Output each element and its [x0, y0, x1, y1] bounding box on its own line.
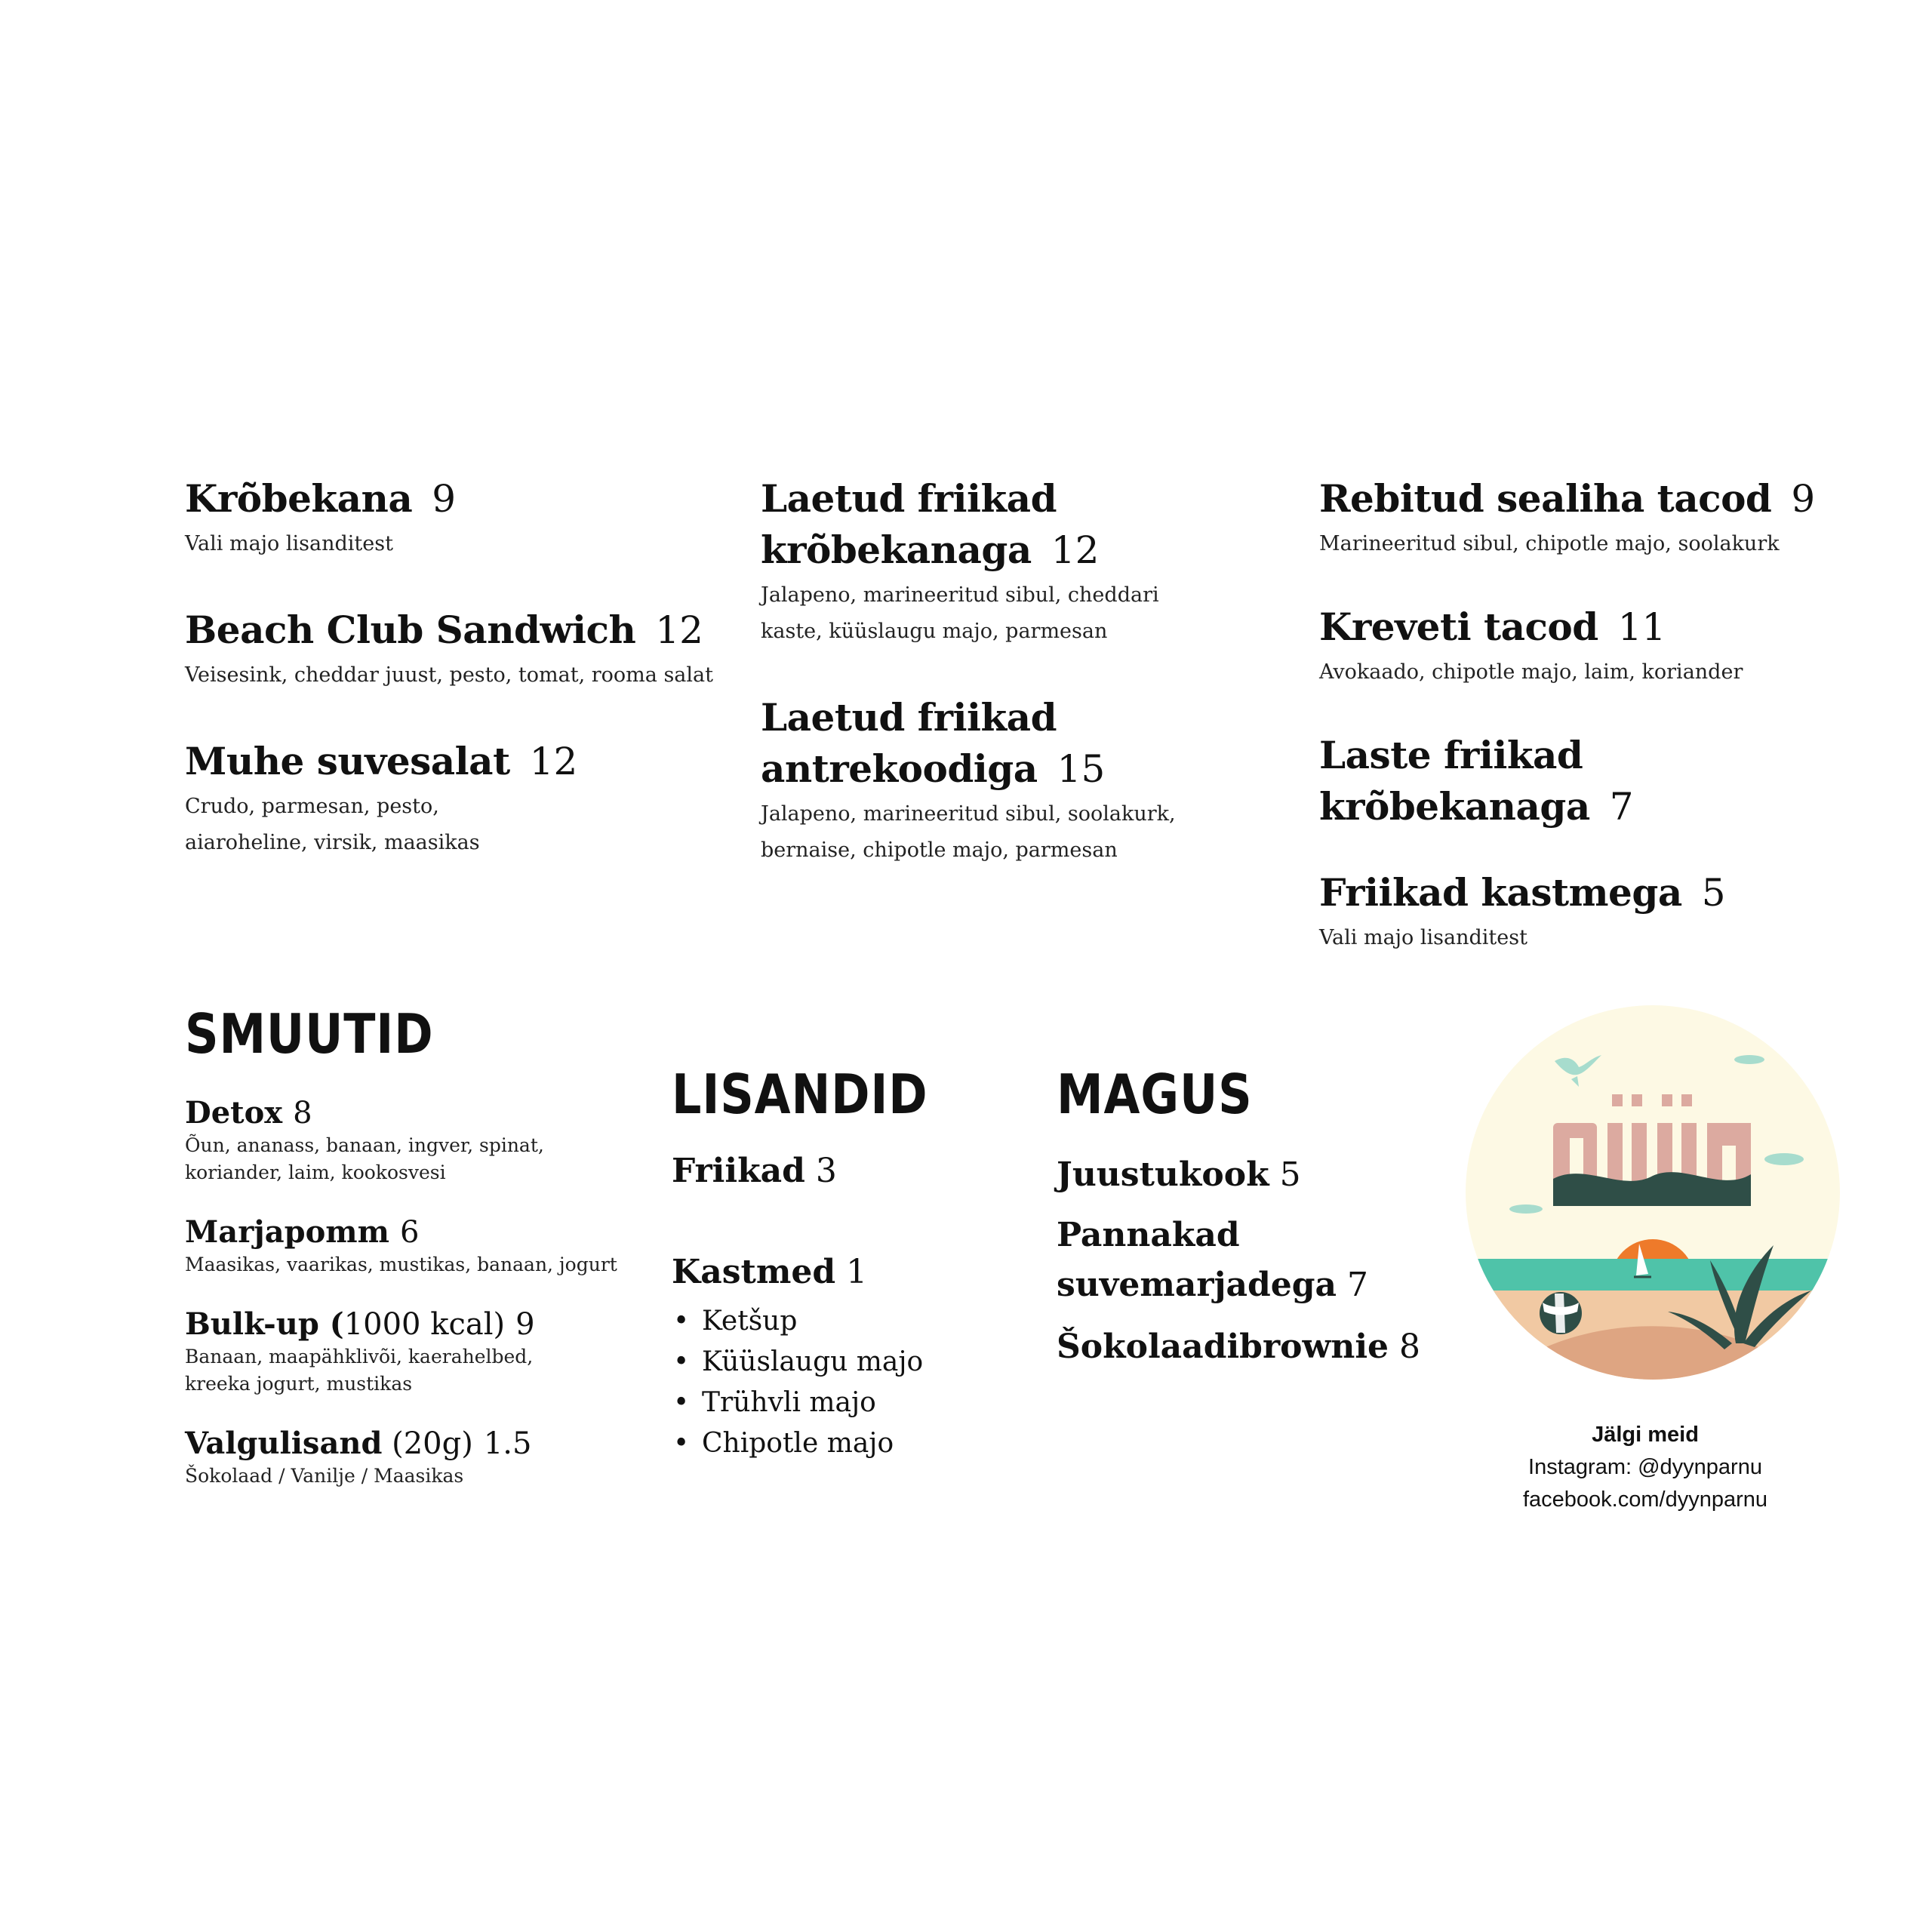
menu-item: [1319, 867, 1893, 956]
sauce-list-item: • Küüslaugu majo: [672, 1342, 1019, 1383]
menu-item: [185, 736, 713, 861]
item-desc: Šokolaad / Vanilje / Maasikas: [185, 1465, 464, 1487]
item-price: 7: [1609, 785, 1634, 829]
item-name: Juustukook: [1057, 1155, 1269, 1194]
item-desc: Marineeritud sibul, chipotle majo, soolakurk: [1319, 532, 1780, 555]
sauce-list: [672, 1301, 1019, 1464]
section-heading: SMUUTID: [185, 1002, 434, 1066]
item-name: Kastmed: [672, 1253, 836, 1291]
item-name: Beach Club Sandwich: [185, 608, 636, 652]
menu-item: [1319, 473, 1893, 562]
item-price: 7: [1347, 1266, 1369, 1304]
menu-column-3: [1319, 473, 1893, 956]
smuutid-section: [185, 1004, 653, 1490]
item-price: 9: [1791, 477, 1816, 521]
dyyn-logo: [1464, 1004, 1841, 1381]
sauce-list-item: • Chipotle majo: [672, 1423, 1019, 1464]
item-price: 9: [515, 1307, 535, 1342]
item-desc: Crudo, parmesan, pesto, aiaroheline, virsik, maasikas: [185, 795, 480, 854]
item-name: Šokolaadibrownie: [1057, 1327, 1389, 1366]
item-desc: Maasikas, vaarikas, mustikas, banaan, jogurt: [185, 1254, 617, 1275]
item-desc: Jalapeno, marineeritud sibul, soolakurk, bernaise, chipotle majo, parmesan: [761, 802, 1176, 862]
item-price: 8: [293, 1096, 312, 1131]
item-price: 11: [1617, 605, 1666, 649]
facebook-link[interactable]: facebook.com/dyynparnu: [1522, 1487, 1768, 1512]
item-price: 15: [1057, 747, 1106, 791]
item-name: Friikad: [672, 1152, 805, 1190]
item-price: 3: [815, 1152, 837, 1190]
sauce-list-item: • Ketšup: [672, 1301, 1019, 1342]
cloud-icon: [1734, 1055, 1764, 1064]
item-desc: Banaan, maapähklivõi, kaerahelbed, kreeka jogurt, mustikas: [185, 1346, 534, 1395]
item-desc: Vali majo lisanditest: [185, 532, 393, 555]
item-name: Muhe suvesalat: [185, 739, 510, 783]
menu-column-1: [185, 473, 713, 861]
item-name: Marjapomm: [185, 1214, 389, 1250]
item-name: Krõbekana: [185, 476, 413, 521]
menu-item: [1319, 601, 1893, 691]
dessert-item: [1057, 1322, 1449, 1372]
item-extra: (20g): [382, 1426, 473, 1461]
item-price: 6: [399, 1215, 420, 1250]
item-desc: Vali majo lisanditest: [1319, 926, 1527, 949]
item-price: 8: [1399, 1327, 1421, 1366]
lisandid-section: [672, 1064, 1019, 1464]
item-name: Rebitud sealiha tacod: [1319, 476, 1772, 521]
section-heading: MAGUS: [1057, 1063, 1253, 1126]
instagram-link[interactable]: Instagram: @dyynparnu: [1528, 1455, 1762, 1479]
follow-title: Jälgi meid: [1592, 1423, 1699, 1447]
sauce-list-item: • Trühvli majo: [672, 1383, 1019, 1423]
item-desc: Õun, ananass, banaan, ingver, spinat, koriander, laim, kookosvesi: [185, 1134, 544, 1183]
dessert-item: [1057, 1211, 1449, 1310]
side-item: [672, 1251, 1019, 1294]
item-price: 5: [1279, 1155, 1301, 1194]
item-desc: Veisesink, cheddar juust, pesto, tomat, rooma salat: [185, 663, 713, 687]
item-name: Valgulisand: [185, 1426, 383, 1461]
item-name: Laetud friikad antrekoodiga: [761, 695, 1057, 791]
side-item: [672, 1150, 1019, 1192]
item-price: 5: [1701, 871, 1726, 915]
smoothie-item: [185, 1214, 653, 1278]
item-price: 1: [846, 1253, 868, 1291]
item-price: 12: [529, 740, 578, 783]
smoothie-item: [185, 1094, 653, 1186]
smoothie-item: [185, 1425, 653, 1490]
item-name: Laetud friikad krõbekanaga: [761, 476, 1057, 572]
item-name: Detox: [185, 1095, 283, 1131]
smoothie-item: [185, 1306, 653, 1398]
item-extra: 1000 kcal): [343, 1307, 506, 1342]
social-follow: [1479, 1419, 1811, 1516]
item-name: Laste friikad krõbekanaga: [1319, 733, 1590, 829]
menu-item: [761, 692, 1289, 869]
item-name: Pannakad suvemarjadega: [1057, 1216, 1337, 1304]
item-price: 9: [432, 477, 457, 521]
beach-ball-icon: [1540, 1292, 1582, 1334]
item-price: 1.5: [483, 1426, 532, 1461]
menu-column-2: [761, 473, 1289, 869]
item-name: Bulk-up (: [185, 1306, 344, 1342]
item-name: Kreveti tacod: [1319, 605, 1598, 649]
menu-item: [185, 605, 713, 694]
item-price: 12: [655, 608, 703, 652]
item-desc: Avokaado, chipotle majo, laim, koriander: [1319, 660, 1743, 684]
section-heading: LISANDID: [672, 1063, 928, 1126]
item-desc: Jalapeno, marineeritud sibul, cheddari kaste, küüslaugu majo, parmesan: [761, 583, 1159, 643]
item-name: Friikad kastmega: [1319, 870, 1682, 915]
dessert-item: [1057, 1150, 1449, 1200]
menu-item: [1319, 730, 1893, 832]
item-price: 12: [1051, 528, 1100, 572]
sea-shape: [1464, 1259, 1841, 1295]
magus-section: [1057, 1064, 1449, 1372]
menu-item: [761, 473, 1289, 650]
menu-item: [185, 473, 713, 562]
